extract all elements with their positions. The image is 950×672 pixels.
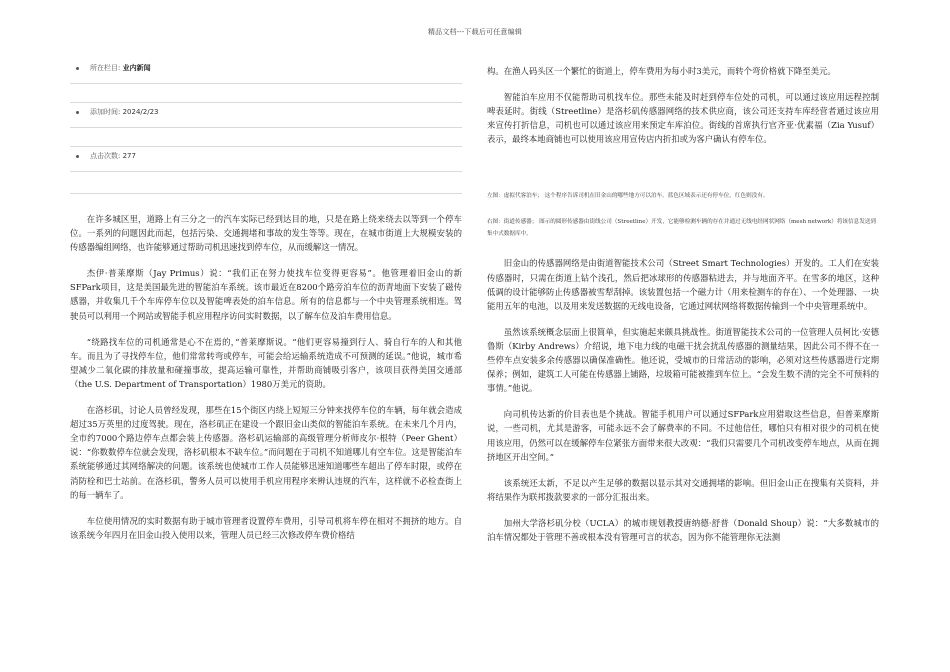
meta-added-row [70,106,462,150]
paragraph: 向司机传达新的价目表也是个挑战。智能手机用户可以通过SFPark应用猎取这些信息，但普莱摩斯说，一些司机，尤其是游客，可能永远不会了解费率的不同。不过他信任，哪怕只有相对很少的司机在使用该应用，仍然可以在缓解停车位紧张方面带来很大改观：“我们只需要几个司机改变停车地点，从而在拥挤地区开出空间。” [487,409,879,462]
article-body-left [70,212,462,542]
column-value-link[interactable]: 业内新闻 [122,64,151,72]
right-column [487,64,879,556]
column-label: 所在栏目: [90,64,121,72]
article-meta [70,62,462,198]
page-header: 精品文档---下载后可任意编辑 [427,28,523,36]
added-label: 添加时间: [90,108,121,116]
paragraph: “绕路找车位的司机通常是心不在焉的，”普莱摩斯说。“他们更容易撞到行人、骑自行车的人和其他车。而且为了寻找停车位，他们常常转弯或停车，可能会给运输系统造成不可预测的延误。”他说，城市希望减少二氧化碳的排放量和碰撞事故，提高运输可靠性，并帮助商铺吸引客户，该项目获得美国交通部（the U.S. Department of Transportation）1980万美元的资助。 [70,336,462,389]
clicks-value: 277 [122,152,136,160]
clicks-label: 点击次数: [90,152,121,160]
article-body-right [487,64,879,544]
paragraph: 车位使用情况的实时数据有助于城市管理者设置停车费用，引导司机将车停在相对不拥挤的地方。自该系统今年四月在旧金山投入使用以来，管理人员已经三次修改停车费价格结 [70,515,462,540]
paragraph: 在洛杉矶，讨论人员曾经发现，那些在15个街区内绕上短短三分钟来找停车位的车辆，每年就会造成超过35万英里的过度驾驶。现在，洛杉矶正在建设一个跟旧金山类似的智能泊车系统。在未来几个月内，全市约7000个路边停车点都会装上传感器。洛杉矶运输部的高级管理分析师皮尔·根特（Peer Ghent）说：“你数数停车位就会发现，洛杉矶根本不缺车位。”而问题在于司机不知道哪儿有空车位。这是智能泊车系统能够通过其网络解决的问题。该系统也使城市工作人员能够迅速知道哪些车超出了停车时限，或停在消防栓和巴士站前。在洛杉矶，警务人员可以使用手机应用程序来辨认违规的汽车，这样就不必检查街上的每一辆车了。 [70,405,462,500]
divider [70,127,462,128]
image-caption-right: 右图：街道传感器； 图示的圆形传感器由街线公司（Streetline）开发，它能够检测车辆的存在并通过无线电经网状网络（mesh network）将该信息发送到集中式数据库中。 [487,219,876,238]
paragraph: 旧金山的传感器网络是由街道智能技术公司（Street Smart Technologies）开发的。工人们在安装传感器时，只需在街道上钻个浅孔，然后把冰球形的传感器粘进去，并与地面齐平。在雪多的地区，这种低调的设计能够防止传感器被雪犁刮掉。该装置包括一个磁力计（用来检测车的存在）、一个处理器、一块能用五年的电池，以及用来发送数据的无线电设备，它通过网状网络将数据传输到一个中央管理系统中。 [487,258,879,311]
divider [70,171,462,172]
divider [70,193,462,194]
paragraph: 杰伊·普莱摩斯（Jay Primus）说：“我们正在努力使找车位变得更容易”。他管理着旧金山的新SFPark项目，这是美国最先进的智能泊车系统。该市最近在8200个路旁泊车位的沥青地面下安装了磁传感器，并收集几千个车库停车位以及智能啤表处的泊车信息。所有的信息都与一个中央管理系统相连。驾驶员可以利用一个网站或智能手机应用程序访问实时数据，以了解车位及泊车费用信息。 [70,268,462,321]
paragraph: 该系统还太新，不足以产生足够的数据以显示其对交通拥堵的影响。但旧金山正在搜集有关资料，并将结果作为联邦拨款要求的一部分汇报出来。 [487,477,879,502]
paragraph: 加州大学洛杉矶分校（UCLA）的城市规划教授唐纳德·舒普（Donald Shoup）说：“大多数城市的泊车情况都处于管理不善或根本没有管理可言的状态，因为你不能管理你无法测 [487,517,879,542]
paragraph: 智能泊车应用不仅能帮助司机找车位。那些未能及时赶到停车位处的司机，可以通过该应用远程控制啤表延时。街线（Streetline）是洛杉矶传感器网络的技术供应商，该公司还支持车库经营者通过该应用来宣传打折信息，司机也可以通过该应用来预定车库泊位。街线的首席执行官齐亚·优素福（Zia Yusuf）表示，最终本地商铺也可以使用该应用宣传店内折扣或为客户确认有停车位。 [487,92,879,145]
bullet-icon [76,67,79,70]
divider [70,146,462,147]
left-column [70,62,462,554]
paragraph: 在许多城区里，道路上有三分之一的汽车实际已经到达目的地，只是在路上绕来绕去以等到一个停车位。一系列的问题因此而起，包括污染、交通拥堵和事故的发生等等。现在，在城市街道上大规模安装的传感器编组网络，也许能够通过帮助司机迅速找到停车位，从而缓解这一情况。 [70,214,462,253]
bullet-icon [76,111,79,114]
image-caption-left: 左图：虚拟代客泊车； 这个程序告诉司机在旧金山的哪些地方可以泊车。蓝色区域表示还有停车位，红色则没有。 [487,193,769,200]
meta-column-row [70,62,462,106]
meta-clicks-row [70,150,462,198]
added-value: 2024/2/23 [122,108,159,116]
paragraph: 虽然该系统概念层面上很简单，但实施起来颇具挑战性。街道智能技术公司的一位管理人员柯比·安德鲁斯（Kirby Andrews）介绍说，地下电力线的电磁干扰会扰乱传感器的测量结果，因此公司不得不在一些停车点安装多余传感器以确保准确性。他还说，受城市的日常活动的影响，必须对这些传感器进行定期保养；例如，建筑工人可能在传感器上铺路，垃圾箱可能被推到车位上。“会发生数不清的完全不可预料的事情。”他说。 [487,326,879,394]
divider [70,102,462,103]
bullet-icon [76,155,79,158]
divider [70,83,462,84]
paragraph: 构。在渔人码头区一个繁忙的街道上，停车费用为每小时3美元，而转个弯价格就下降至美元。 [487,66,836,76]
